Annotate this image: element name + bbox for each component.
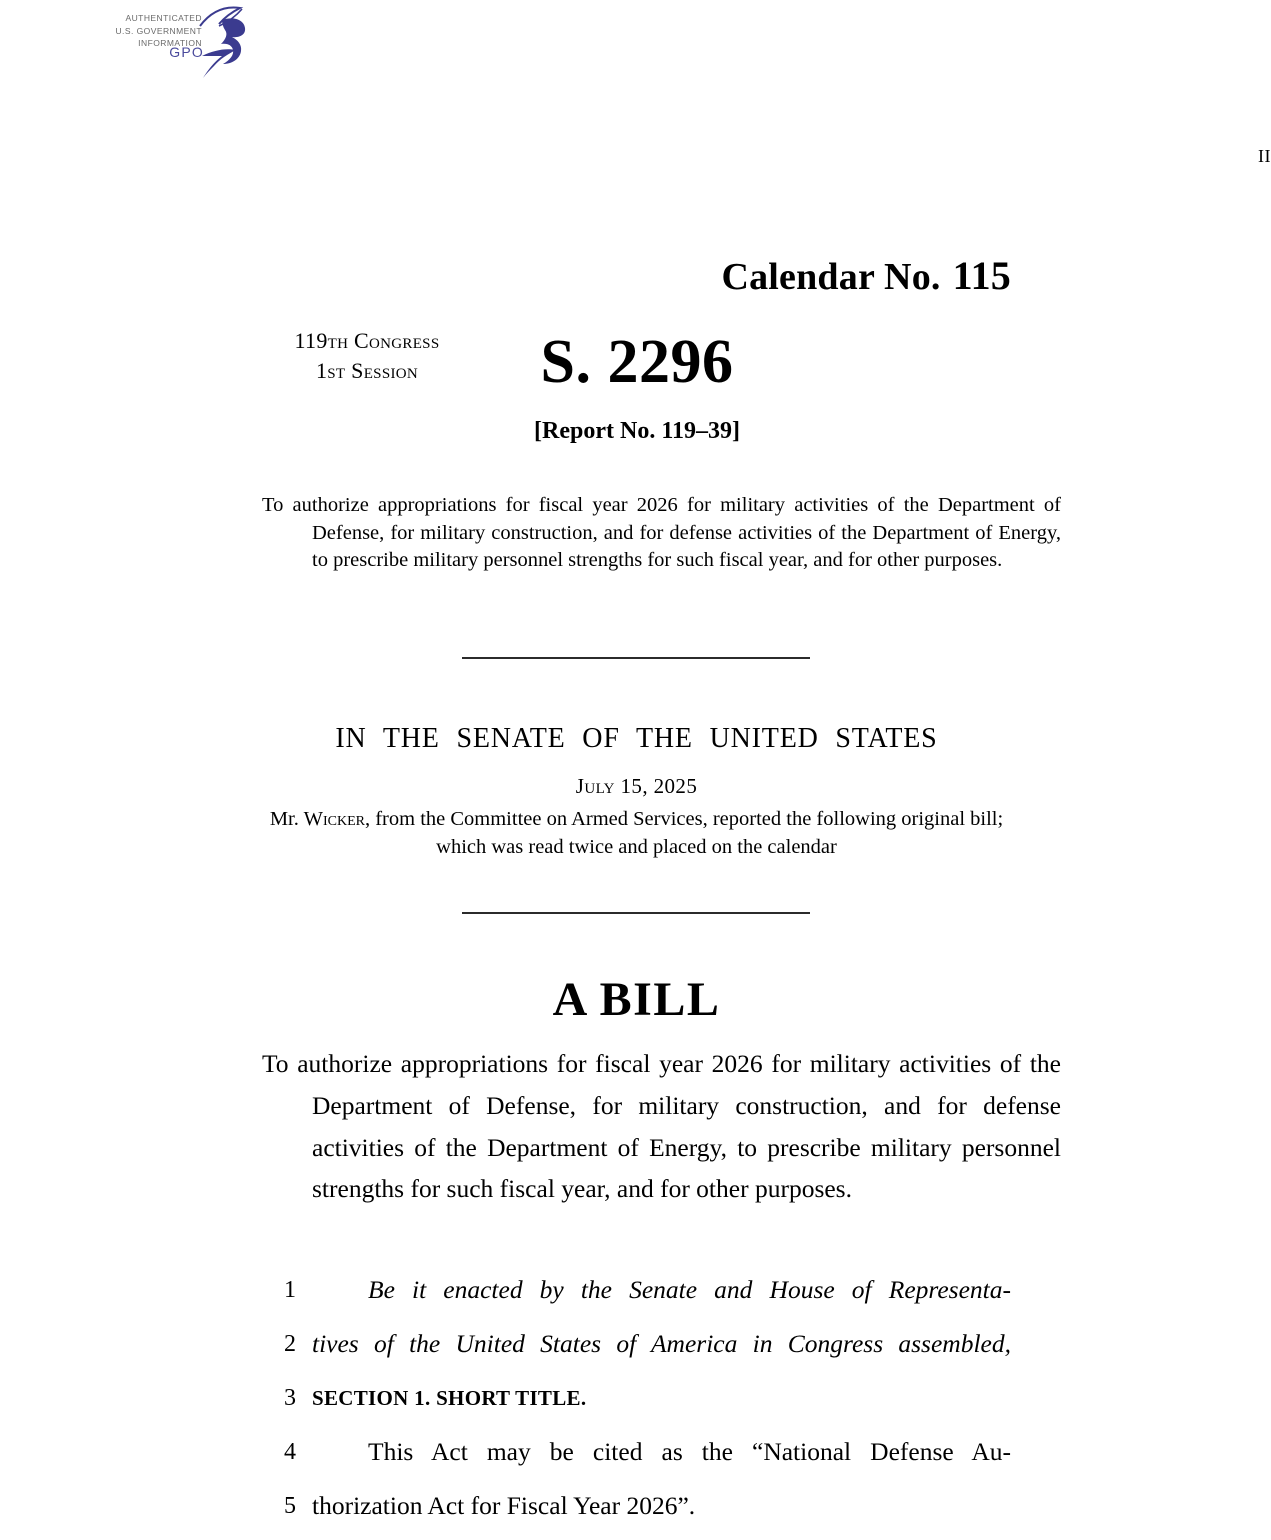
report-number: [Report No. 119–39]	[534, 418, 740, 444]
gpo-authentication-seal	[100, 4, 250, 80]
divider-rule-top	[462, 657, 810, 659]
seal-gpo-label: GPO	[169, 44, 204, 60]
divider-rule-bottom	[462, 912, 810, 914]
eagle-icon	[192, 4, 250, 80]
calendar-label: Calendar No.	[721, 256, 941, 298]
calendar-number: 115	[952, 253, 1011, 298]
line-number: 1	[284, 1277, 296, 1303]
congress-session-block	[262, 326, 472, 386]
bill-purpose-paragraph: To authorize appropriations for fiscal year 2026 for military activities of the Department of Defense, for military construction, and for defense activities of the Department of Energy, to prescribe military personnel strengths for such fiscal year, and for other purposes.	[262, 1049, 1061, 1204]
line-text: tives of the United States of America in Congress assembled,	[312, 1329, 1011, 1358]
bill-number: S. 2296	[540, 328, 734, 396]
bill-line	[262, 1324, 1011, 1378]
senate-heading: IN THE SENATE OF THE UNITED STATES	[335, 723, 938, 754]
bill-summary-paragraph: To authorize appropriations for fiscal year 2026 for military activities of the Department of Defense, for military construction, and for defense activities of the Department of Energy, to prescribe military personnel strengths for such fiscal year, and for other purposes.	[262, 494, 1061, 572]
line-text: thorization Act for Fiscal Year 2026”.	[312, 1491, 696, 1520]
seal-line-authenticated: AUTHENTICATED	[125, 13, 202, 23]
bill-line	[262, 1432, 1011, 1486]
seal-line-information: INFORMATION	[138, 38, 202, 48]
page-marker: II	[1258, 146, 1271, 166]
line-number: 4	[284, 1439, 296, 1465]
line-text: This Act may be cited as the “National Defense Au-	[368, 1437, 1011, 1466]
line-number: 3	[284, 1385, 296, 1411]
senate-date: July 15, 2025	[575, 774, 698, 798]
bill-line	[262, 1486, 1011, 1540]
bill-title: A BILL	[552, 973, 721, 1026]
session-label: 1st Session	[315, 358, 419, 383]
calendar-number-heading	[262, 252, 1011, 299]
seal-line-government: U.S. GOVERNMENT	[115, 25, 202, 36]
line-text: Be it enacted by the Senate and House of Representa-	[368, 1275, 1011, 1304]
line-number: 5	[284, 1493, 296, 1519]
bill-line	[262, 1270, 1011, 1324]
senate-sponsor-line: Mr. Wicker, from the Committee on Armed Services, reported the following original bill; which was read twice and placed on the calendar	[269, 808, 1004, 858]
bill-line	[262, 1378, 1011, 1432]
line-number: 2	[284, 1331, 296, 1357]
bill-text-lines	[262, 1270, 1011, 1540]
congress-label: 119th Congress	[294, 328, 440, 353]
section-heading: SECTION 1. SHORT TITLE.	[312, 1386, 587, 1410]
